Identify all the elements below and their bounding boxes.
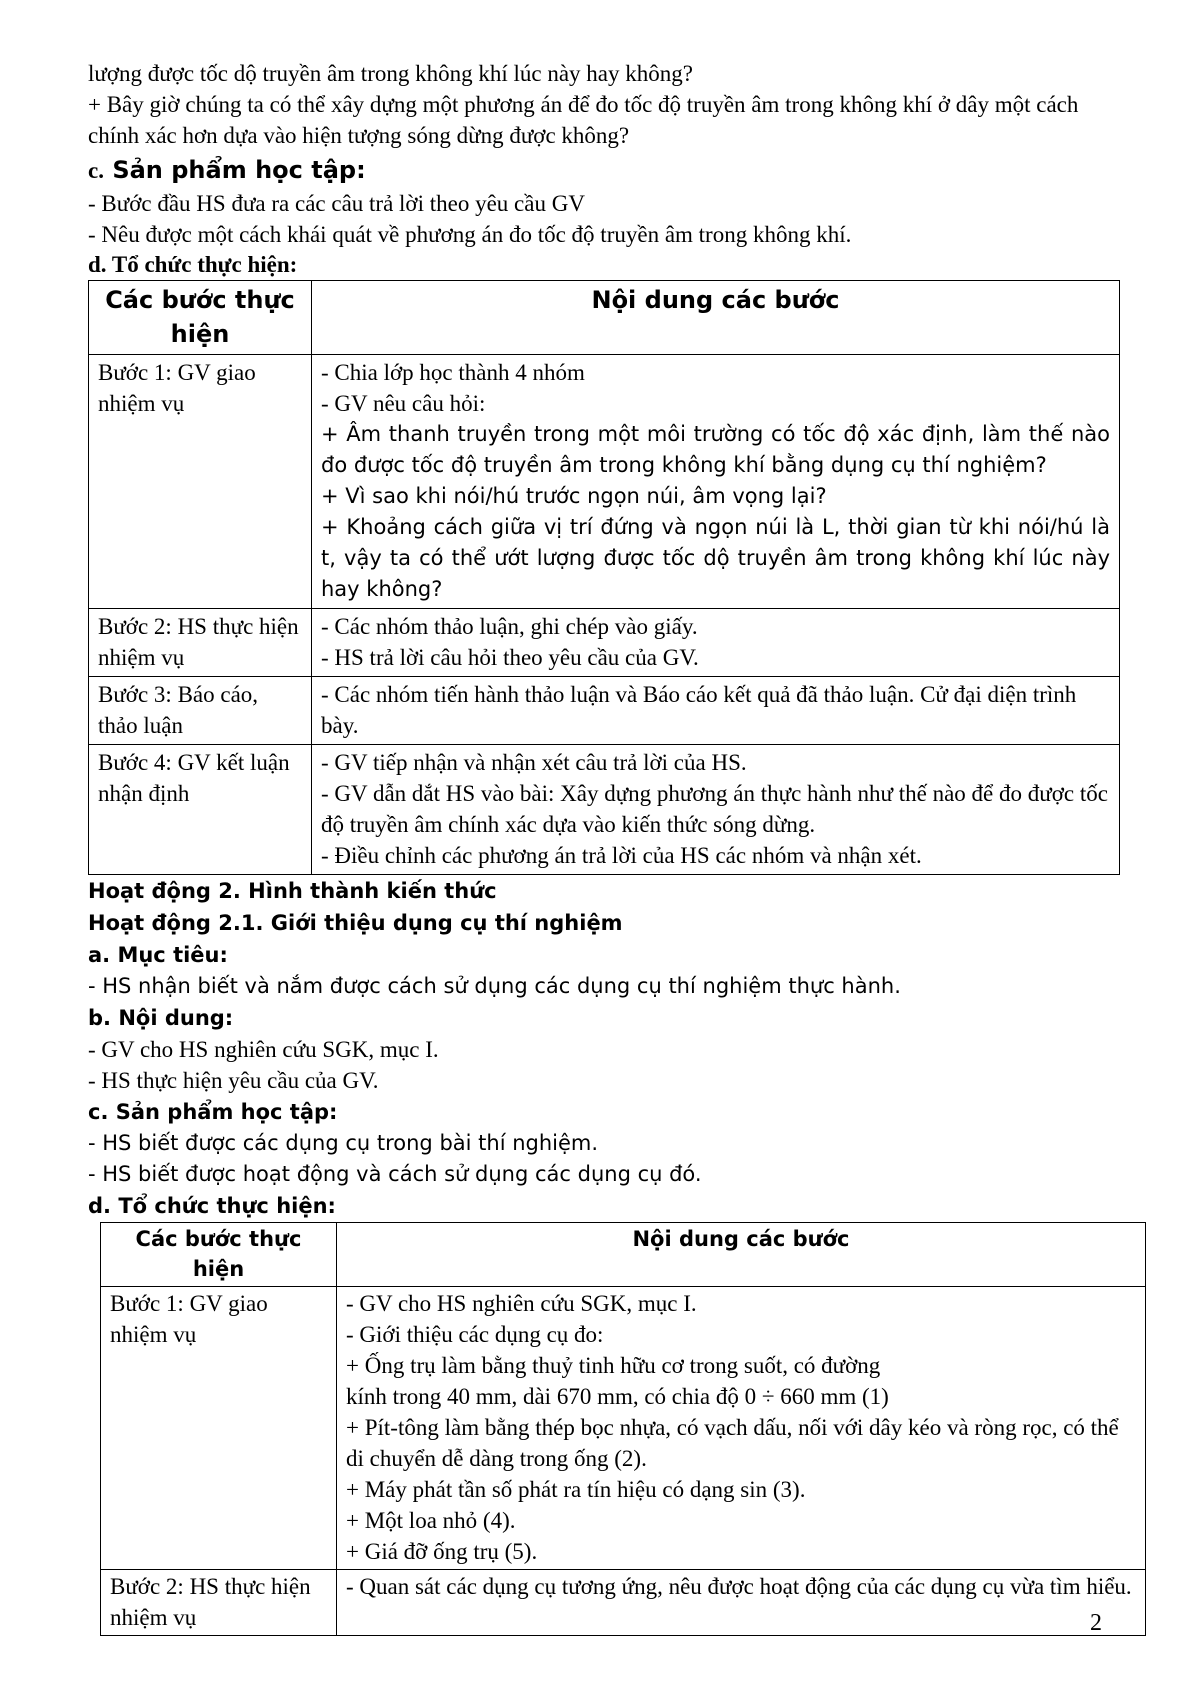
content-line: - Chia lớp học thành 4 nhóm bbox=[321, 360, 585, 385]
content-line: - GV dẫn dắt HS vào bài: Xây dựng phương án thực hành như thế nào để đo được tốc độ truyền âm chính xác dựa vào kiến thức sóng dừng. bbox=[321, 781, 1108, 837]
goal-item: - HS nhận biết và nắm được cách sử dụng các dụng cụ thí nghiệm thực hành. bbox=[88, 974, 901, 998]
activity-sub-heading: Hoạt động 2.1. Giới thiệu dụng cụ thí nghiệm bbox=[88, 911, 623, 935]
column-header-content: Nội dung các bước bbox=[312, 281, 1120, 355]
activity-heading: Hoạt động 2. Hình thành kiến thức bbox=[88, 879, 497, 903]
content-heading: b. Nội dung: bbox=[88, 1006, 234, 1030]
section-c-item-2: - Nêu được một cách khái quát về phương án đo tốc độ truyền âm trong không khí. bbox=[88, 222, 852, 247]
content-cell bbox=[337, 1570, 1146, 1636]
content-line: kính trong 40 mm, dài 670 mm, có chia độ 0 ÷ 660 mm (1) bbox=[346, 1384, 889, 1409]
section-c-item-1: - Bước đầu HS đưa ra các câu trả lời theo yêu cầu GV bbox=[88, 191, 585, 216]
table-row bbox=[89, 355, 1120, 609]
goal-heading: a. Mục tiêu: bbox=[88, 943, 228, 967]
section-c-title: Sản phẩm học tập: bbox=[112, 156, 366, 184]
product-heading: c. Sản phẩm học tập: bbox=[88, 1100, 338, 1124]
table-header-row bbox=[89, 281, 1120, 355]
table-row bbox=[101, 1287, 1146, 1570]
column-header-steps: Các bước thực hiện bbox=[89, 281, 312, 355]
content-line: - HS trả lời câu hỏi theo yêu cầu của GV. bbox=[321, 645, 699, 670]
document-page bbox=[88, 58, 1132, 1636]
step-cell: Bước 2: HS thực hiện nhiệm vụ bbox=[89, 609, 312, 677]
section-c-heading bbox=[88, 153, 1128, 188]
content-line: - Quan sát các dụng cụ tương ứng, nêu được hoạt động của các dụng cụ vừa tìm hiểu. bbox=[346, 1574, 1132, 1599]
step-cell: Bước 3: Báo cáo, thảo luận bbox=[89, 677, 312, 745]
content-line: - GV cho HS nghiên cứu SGK, mục I. bbox=[346, 1291, 697, 1316]
content-item-2: - HS thực hiện yêu cầu của GV. bbox=[88, 1068, 379, 1093]
step-cell: Bước 1: GV giao nhiệm vụ bbox=[101, 1287, 337, 1570]
content-cell bbox=[312, 609, 1120, 677]
column-header-steps: Các bước thực hiện bbox=[101, 1223, 337, 1287]
content-line: - Các nhóm thảo luận, ghi chép vào giấy. bbox=[321, 614, 698, 639]
steps-table-1 bbox=[88, 280, 1120, 875]
table-row bbox=[89, 745, 1120, 875]
content-cell bbox=[312, 677, 1120, 745]
content-line: + Khoảng cách giữa vị trí đứng và ngọn núi là L, thời gian từ khi nói/hú là t, vậy ta có thể ướt lượng được tốc dộ truyền âm trong không khí lúc này hay không? bbox=[321, 515, 1110, 601]
content-line: - Điều chỉnh các phương án trả lời của HS các nhóm và nhận xét. bbox=[321, 843, 922, 868]
org-heading: d. Tổ chức thực hiện: bbox=[88, 1194, 336, 1218]
section-d-heading: d. Tổ chức thực hiện: bbox=[88, 252, 298, 277]
content-line: + Âm thanh truyền trong một môi trường có tốc độ xác định, làm thế nào đo được tốc độ truyền âm trong không khí bằng dụng cụ thí nghiệm? bbox=[321, 422, 1110, 477]
content-cell bbox=[337, 1287, 1146, 1570]
intro-line-2: + Bây giờ chúng ta có thể xây dựng một phương án để đo tốc độ truyền âm trong không khí ở dây một cách chính xác hơn dựa vào hiện tượng sóng dừng được không? bbox=[88, 92, 1079, 148]
content-line: + Máy phát tần số phát ra tín hiệu có dạng sin (3). bbox=[346, 1477, 806, 1502]
content-cell bbox=[312, 355, 1120, 609]
table-header-row bbox=[101, 1223, 1146, 1287]
product-item-1: - HS biết được các dụng cụ trong bài thí nghiệm. bbox=[88, 1131, 599, 1155]
content-line: - GV tiếp nhận và nhận xét câu trả lời của HS. bbox=[321, 750, 747, 775]
content-line: - GV nêu câu hỏi: bbox=[321, 391, 486, 416]
content-cell bbox=[312, 745, 1120, 875]
column-header-content: Nội dung các bước bbox=[337, 1223, 1146, 1287]
content-line: + Pít-tông làm bằng thép bọc nhựa, có vạch dấu, nối với dây kéo và ròng rọc, có thể di chuyển dễ dàng trong ống (2). bbox=[346, 1415, 1119, 1471]
content-line: + Vì sao khi nói/hú trước ngọn núi, âm vọng lại? bbox=[321, 484, 827, 508]
content-line: - Giới thiệu các dụng cụ đo: bbox=[346, 1322, 604, 1347]
intro-line-1: lượng được tốc dộ truyền âm trong không khí lúc này hay không? bbox=[88, 61, 693, 86]
table-row bbox=[101, 1570, 1146, 1636]
step-cell: Bước 1: GV giao nhiệm vụ bbox=[89, 355, 312, 609]
product-item-2: - HS biết được hoạt động và cách sử dụng các dụng cụ đó. bbox=[88, 1162, 702, 1186]
steps-table-2 bbox=[100, 1222, 1146, 1636]
content-line: + Giá đỡ ống trụ (5). bbox=[346, 1539, 538, 1564]
content-line: - Các nhóm tiến hành thảo luận và Báo cáo kết quả đã thảo luận. Cử đại diện trình bày. bbox=[321, 682, 1077, 738]
content-item-1: - GV cho HS nghiên cứu SGK, mục I. bbox=[88, 1037, 439, 1062]
table-row bbox=[89, 677, 1120, 745]
step-cell: Bước 2: HS thực hiện nhiệm vụ bbox=[101, 1570, 337, 1636]
content-line: + Một loa nhỏ (4). bbox=[346, 1508, 516, 1533]
table-row bbox=[89, 609, 1120, 677]
section-c-prefix: c. bbox=[88, 158, 104, 183]
page-number: 2 bbox=[1090, 1610, 1102, 1636]
step-cell: Bước 4: GV kết luận nhận định bbox=[89, 745, 312, 875]
content-line: + Ống trụ làm bằng thuỷ tinh hữu cơ trong suốt, có đường bbox=[346, 1353, 881, 1378]
